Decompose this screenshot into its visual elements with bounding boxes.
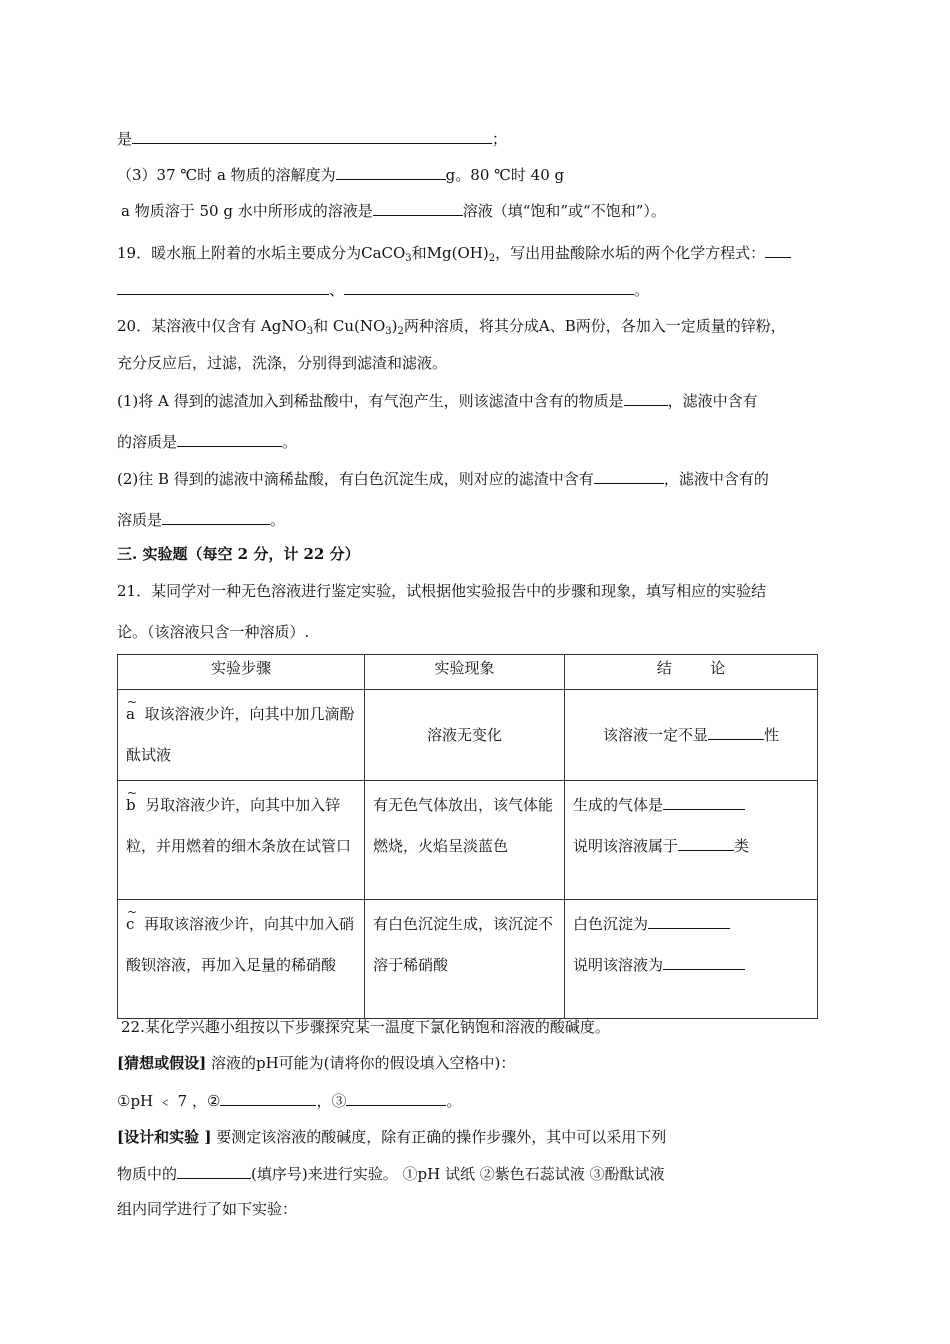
answer-blank[interactable]: [373, 200, 463, 216]
step-cell: ~ c 再取该溶液少许，向其中加入硝酸钡溶液，再加入足量的稀硝酸: [118, 900, 365, 1019]
header-cell: 实验步骤: [118, 655, 365, 690]
answer-blank[interactable]: [132, 128, 492, 144]
header-cell: 实验现象: [365, 655, 565, 690]
q21-line1: 21．某同学对一种无色溶液进行鉴定实验，试根据他实验报告中的步骤和现象，填写相应的实验结: [117, 582, 767, 600]
conclusion-cell: 该溶液一定不显 性: [565, 690, 818, 781]
phenomenon-cell: 有白色沉淀生成，该沉淀不溶于稀硝酸: [365, 900, 565, 1019]
q20-part1-line2: 的溶质是 。: [117, 433, 298, 451]
q19-line2: 、 。: [117, 279, 649, 300]
answer-blank[interactable]: [624, 390, 668, 406]
answer-blank[interactable]: [678, 835, 734, 851]
answer-blank[interactable]: [708, 724, 764, 740]
table-row: [118, 690, 818, 781]
experiment-table: [117, 654, 818, 1019]
answer-blank[interactable]: [594, 468, 664, 484]
q22-line1: 22.某化学兴趣小组按以下步骤探究某一温度下氯化钠饱和溶液的酸碱度。: [121, 1018, 610, 1036]
q20-part1-line1: (1)将 A 得到的滤渣加入到稀盐酸中，有气泡产生，则该滤渣中含有的物质是 ，滤液中含有: [117, 392, 758, 410]
q22-hypothesis: [猜想或假设] 溶液的pH可能为(请将你的假设填入空格中)：: [117, 1054, 516, 1072]
answer-blank[interactable]: [346, 1090, 446, 1106]
q21-line2: 论。（该溶液只含一种溶质）.: [117, 623, 310, 641]
answer-blank[interactable]: [344, 279, 634, 295]
answer-blank[interactable]: [117, 279, 329, 295]
q18-part3-line2: a 物质溶于 50 g 水中所形成的溶液是 溶液（填“饱和”或“不饱和”）。: [121, 202, 666, 220]
q18-part3-line1: （3）37 ℃时 a 物质的溶解度为 g。80 ℃时 40 g: [117, 166, 565, 184]
header-cell: 结 论: [565, 655, 818, 690]
step-cell: ~ b 另取溶液少许，向其中加入锌粒，并用燃着的细木条放在试管口: [118, 781, 365, 900]
q20-part2-line2: 溶质是 。: [117, 511, 286, 529]
q20-line1: 20．某溶液中仅含有 AgNO$_3$和 $Cu(NO_3)_2$两种溶质，将其分成A、B两份，各加入一定质量的锌粉，: [117, 317, 786, 337]
conclusion-cell: 生成的气体是 说明该溶液属于 类: [565, 781, 818, 900]
answer-blank[interactable]: [162, 509, 270, 525]
q22-design: [设计和实验 ] 要测定该溶液的酸碱度，除有正确的操作步骤外，其中可以采用下列: [117, 1128, 667, 1146]
answer-blank[interactable]: [336, 164, 446, 180]
table-row: [118, 781, 818, 900]
q19-line1: 19．暖水瓶上附着的水垢主要成分为CaCO$_3$和$Mg(OH)_2$，写出用盐酸除水垢的两个化学方程式：: [117, 242, 791, 263]
q20-line2: 充分反应后，过滤，洗涤，分别得到滤渣和滤液。: [117, 354, 448, 372]
table-header-row: [118, 655, 818, 690]
q22-design-line2: 物质中的 (填序号)来进行实验。 ①pH 试纸 ②紫色石蕊试液 ③酚酞试液: [117, 1165, 665, 1183]
answer-blank[interactable]: [663, 794, 745, 810]
q18-line1: 是 ；: [117, 130, 508, 148]
answer-blank[interactable]: [765, 242, 791, 258]
q22-last-line: 组内同学进行了如下实验：: [117, 1200, 298, 1218]
phenomenon-cell: 有无色气体放出，该气体能燃烧，火焰呈淡蓝色: [365, 781, 565, 900]
answer-blank[interactable]: [177, 431, 282, 447]
answer-blank[interactable]: [220, 1090, 316, 1106]
phenomenon-cell: 溶液无变化: [365, 690, 565, 781]
table-row: [118, 900, 818, 1019]
conclusion-cell: 白色沉淀为 说明该溶液为: [565, 900, 818, 1019]
answer-blank[interactable]: [177, 1163, 251, 1179]
q22-options: ①pH ﹤ 7 ，② ，③ 。: [117, 1092, 462, 1110]
answer-blank[interactable]: [663, 954, 745, 970]
q20-part2-line1: (2)往 B 得到的滤液中滴稀盐酸，有白色沉淀生成，则对应的滤渣中含有 ，滤液中含有的: [117, 470, 769, 488]
section-title: 三. 实验题（每空 2 分，计 22 分）: [117, 545, 360, 563]
step-cell: ~ a 取该溶液少许，向其中加几滴酚酞试液: [118, 690, 365, 781]
answer-blank[interactable]: [648, 913, 730, 929]
